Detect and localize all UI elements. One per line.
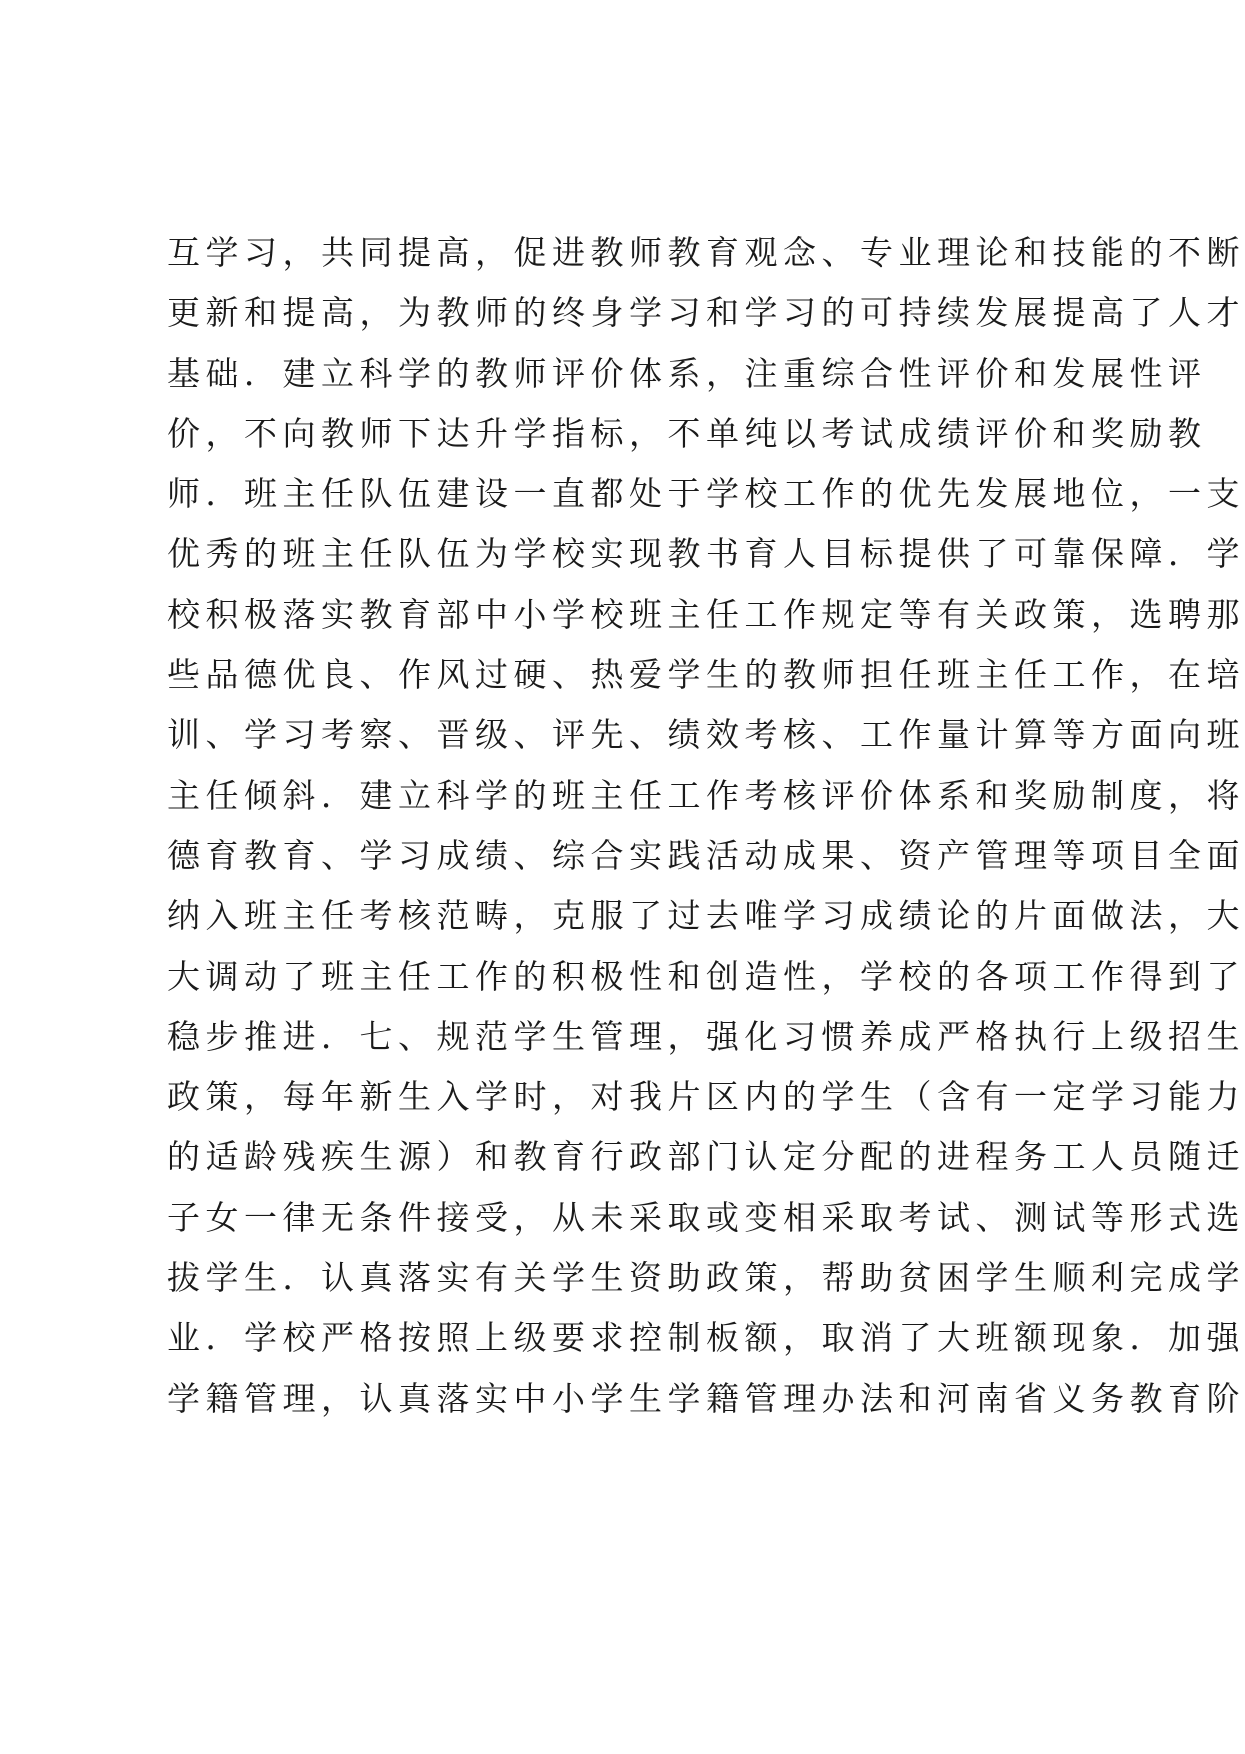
text-line: 业．学校严格按照上级要求控制板额，取消了大班额现象．加强 — [167, 1318, 1245, 1358]
document-body — [167, 223, 1245, 1429]
text-line: 拔学生．认真落实有关学生资助政策，帮助贫困学生顺利完成学 — [167, 1258, 1245, 1298]
text-line: 的适龄残疾生源）和教育行政部门认定分配的进程务工人员随迁 — [167, 1137, 1245, 1177]
text-line: 政策，每年新生入学时，对我片区内的学生（含有一定学习能力 — [167, 1077, 1245, 1117]
text-line: 价，不向教师下达升学指标，不单纯以考试成绩评价和奖励教 — [167, 413, 1207, 453]
text-line: 基础．建立科学的教师评价体系，注重综合性评价和发展性评 — [167, 353, 1207, 393]
text-line: 更新和提高，为教师的终身学习和学习的可持续发展提高了人才 — [167, 293, 1245, 333]
text-line: 德育教育、学习成绩、综合实践活动成果、资产管理等项目全面 — [167, 835, 1245, 875]
text-line: 优秀的班主任队伍为学校实现教书育人目标提供了可靠保障．学 — [167, 534, 1245, 574]
text-line: 稳步推进．七、规范学生管理，强化习惯养成严格执行上级招生 — [167, 1016, 1245, 1056]
text-line: 师．班主任队伍建设一直都处于学校工作的优先发展地位，一支 — [167, 474, 1245, 514]
text-line: 大调动了班主任工作的积极性和创造性，学校的各项工作得到了 — [167, 956, 1245, 996]
text-line: 互学习，共同提高，促进教师教育观念、专业理论和技能的不断 — [167, 233, 1245, 272]
text-line: 纳入班主任考核范畴，克服了过去唯学习成绩论的片面做法，大 — [167, 896, 1245, 936]
text-line: 些品德优良、作风过硬、热爱学生的教师担任班主任工作，在培 — [167, 655, 1245, 695]
text-line: 子女一律无条件接受，从未采取或变相采取考试、测试等形式选 — [167, 1197, 1245, 1237]
text-line: 训、学习考察、晋级、评先、绩效考核、工作量计算等方面向班 — [167, 715, 1245, 755]
text-line: 学籍管理，认真落实中小学生学籍管理办法和河南省义务教育阶 — [167, 1378, 1245, 1418]
text-line: 校积极落实教育部中小学校班主任工作规定等有关政策，选聘那 — [167, 594, 1245, 634]
text-line: 主任倾斜．建立科学的班主任工作考核评价体系和奖励制度，将 — [167, 775, 1245, 815]
